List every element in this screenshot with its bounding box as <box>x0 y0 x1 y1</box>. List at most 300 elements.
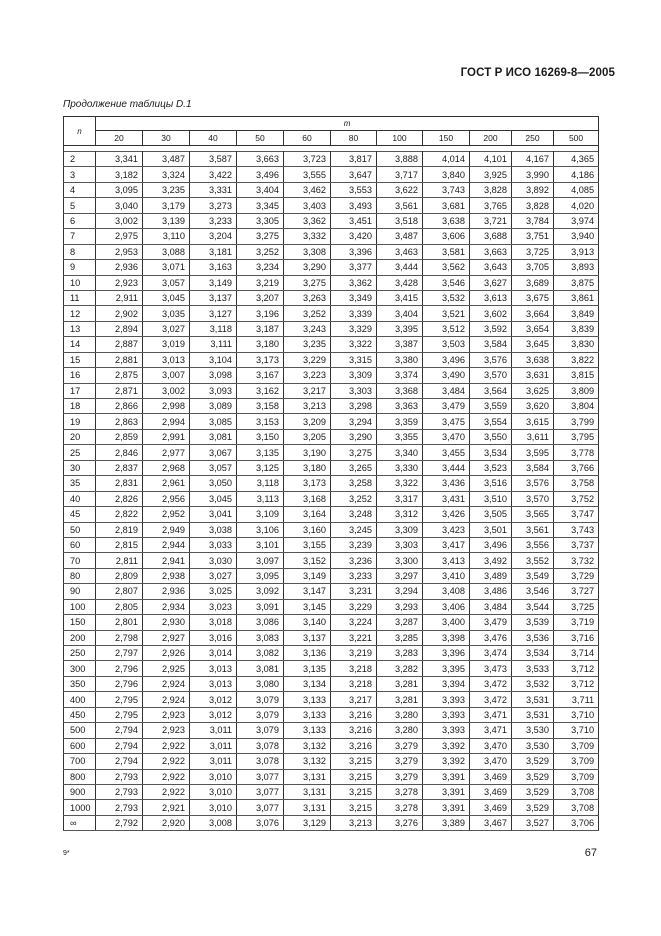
value-cell: 2,936 <box>143 584 190 599</box>
value-cell: 3,492 <box>470 553 512 568</box>
value-cell: 3,016 <box>190 630 237 645</box>
value-cell: 2,881 <box>96 352 143 367</box>
row-n-cell: 14 <box>64 337 96 352</box>
value-cell: 3,308 <box>284 244 331 259</box>
value-cell: 2,815 <box>96 537 143 552</box>
value-cell: 3,234 <box>237 260 284 275</box>
value-cell: 3,758 <box>554 476 599 491</box>
value-cell: 3,339 <box>331 306 377 321</box>
value-cell: 3,404 <box>237 182 284 197</box>
value-cell: 3,723 <box>284 152 331 167</box>
value-cell: 3,552 <box>512 553 554 568</box>
value-cell: 3,285 <box>377 630 423 645</box>
value-cell: 4,365 <box>554 152 599 167</box>
value-cell: 3,149 <box>190 275 237 290</box>
value-cell: 3,181 <box>190 244 237 259</box>
value-cell: 3,527 <box>512 815 554 830</box>
value-cell: 3,395 <box>423 661 470 676</box>
value-cell: 3,576 <box>512 476 554 491</box>
value-cell: 3,663 <box>470 244 512 259</box>
value-cell: 3,595 <box>512 445 554 460</box>
value-cell: 3,145 <box>284 599 331 614</box>
value-cell: 3,561 <box>377 198 423 213</box>
row-n-cell: 350 <box>64 676 96 691</box>
value-cell: 3,393 <box>423 707 470 722</box>
value-cell: 3,033 <box>190 537 237 552</box>
table-row <box>64 213 599 228</box>
value-cell: 3,544 <box>512 599 554 614</box>
value-cell: 3,089 <box>190 399 237 414</box>
value-cell: 3,638 <box>423 213 470 228</box>
value-cell: 3,149 <box>284 568 331 583</box>
value-cell: 3,396 <box>331 244 377 259</box>
value-cell: 3,287 <box>377 615 423 630</box>
value-cell: 3,717 <box>377 167 423 182</box>
value-cell: 3,729 <box>554 568 599 583</box>
value-cell: 3,561 <box>512 522 554 537</box>
value-cell: 2,961 <box>143 476 190 491</box>
value-cell: 3,815 <box>554 368 599 383</box>
value-cell: 3,710 <box>554 723 599 738</box>
row-n-cell: 70 <box>64 553 96 568</box>
value-cell: 3,233 <box>331 568 377 583</box>
value-cell: 3,533 <box>512 661 554 676</box>
value-cell: 3,305 <box>237 213 284 228</box>
value-cell: 3,330 <box>377 460 423 475</box>
value-cell: 3,556 <box>512 537 554 552</box>
value-cell: 3,389 <box>423 815 470 830</box>
value-cell: 3,839 <box>554 321 599 336</box>
value-cell: 3,559 <box>470 399 512 414</box>
column-header-row <box>64 130 599 145</box>
value-cell: 3,554 <box>470 414 512 429</box>
value-cell: 3,077 <box>237 800 284 815</box>
table-row <box>64 337 599 352</box>
value-cell: 3,134 <box>284 676 331 691</box>
value-cell: 4,085 <box>554 182 599 197</box>
value-cell: 3,340 <box>377 445 423 460</box>
value-cell: 3,204 <box>190 229 237 244</box>
value-cell: 4,167 <box>512 152 554 167</box>
value-cell: 3,088 <box>143 244 190 259</box>
value-cell: 3,007 <box>143 368 190 383</box>
value-cell: 3,521 <box>423 306 470 321</box>
value-cell: 3,663 <box>237 152 284 167</box>
table-row <box>64 290 599 305</box>
value-cell: 3,913 <box>554 244 599 259</box>
value-cell: 3,133 <box>284 723 331 738</box>
value-cell: 3,092 <box>237 584 284 599</box>
table-row <box>64 321 599 336</box>
column-group-header: m <box>96 117 599 131</box>
value-cell: 3,265 <box>331 460 377 475</box>
value-cell: 3,570 <box>512 491 554 506</box>
value-cell: 3,129 <box>284 815 331 830</box>
value-cell: 3,555 <box>284 167 331 182</box>
value-cell: 3,423 <box>423 522 470 537</box>
value-cell: 3,164 <box>284 507 331 522</box>
row-n-cell: 300 <box>64 661 96 676</box>
value-cell: 2,793 <box>96 784 143 799</box>
row-n-cell: 7 <box>64 229 96 244</box>
table-row <box>64 676 599 691</box>
value-cell: 3,133 <box>284 707 331 722</box>
value-cell: 2,807 <box>96 584 143 599</box>
column-header: 40 <box>190 130 237 145</box>
value-cell: 2,887 <box>96 337 143 352</box>
value-cell: 3,451 <box>331 213 377 228</box>
value-cell: 3,125 <box>237 460 284 475</box>
value-cell: 2,968 <box>143 460 190 475</box>
value-cell: 3,045 <box>143 290 190 305</box>
value-cell: 3,716 <box>554 630 599 645</box>
value-cell: 3,085 <box>190 414 237 429</box>
value-cell: 3,925 <box>470 167 512 182</box>
value-cell: 3,245 <box>331 522 377 537</box>
value-cell: 2,809 <box>96 568 143 583</box>
row-n-cell: 25 <box>64 445 96 460</box>
value-cell: 3,153 <box>237 414 284 429</box>
row-n-cell: 35 <box>64 476 96 491</box>
value-cell: 3,097 <box>237 553 284 568</box>
value-cell: 3,861 <box>554 290 599 305</box>
value-cell: 3,420 <box>331 229 377 244</box>
value-cell: 2,924 <box>143 676 190 691</box>
value-cell: 3,576 <box>470 352 512 367</box>
value-cell: 3,010 <box>190 769 237 784</box>
value-cell: 3,279 <box>377 754 423 769</box>
value-cell: 3,377 <box>331 260 377 275</box>
value-cell: 3,131 <box>284 784 331 799</box>
value-cell: 3,592 <box>470 321 512 336</box>
value-cell: 3,219 <box>331 646 377 661</box>
value-cell: 3,484 <box>423 383 470 398</box>
value-cell: 3,309 <box>331 368 377 383</box>
value-cell: 3,489 <box>470 568 512 583</box>
value-cell: 2,941 <box>143 553 190 568</box>
table-row <box>64 646 599 661</box>
value-cell: 3,076 <box>237 815 284 830</box>
value-cell: 2,991 <box>143 429 190 444</box>
value-cell: 3,602 <box>470 306 512 321</box>
value-cell: 3,131 <box>284 800 331 815</box>
value-cell: 3,766 <box>554 460 599 475</box>
value-cell: 3,809 <box>554 383 599 398</box>
value-cell: 3,654 <box>512 321 554 336</box>
row-n-cell: 200 <box>64 630 96 645</box>
value-cell: 2,796 <box>96 661 143 676</box>
row-n-cell: 4 <box>64 182 96 197</box>
value-cell: 3,553 <box>331 182 377 197</box>
value-cell: 3,248 <box>331 507 377 522</box>
value-cell: 3,413 <box>423 553 470 568</box>
value-cell: 3,106 <box>237 522 284 537</box>
value-cell: 3,606 <box>423 229 470 244</box>
value-cell: 3,027 <box>190 568 237 583</box>
value-cell: 3,155 <box>284 537 331 552</box>
value-cell: 3,133 <box>284 692 331 707</box>
value-cell: 2,794 <box>96 754 143 769</box>
column-header: 20 <box>96 130 143 145</box>
column-header: 150 <box>423 130 470 145</box>
value-cell: 3,362 <box>331 275 377 290</box>
value-cell: 3,083 <box>237 630 284 645</box>
value-cell: 3,077 <box>237 769 284 784</box>
value-cell: 3,041 <box>190 507 237 522</box>
value-cell: 3,152 <box>284 553 331 568</box>
column-header: 50 <box>237 130 284 145</box>
value-cell: 3,057 <box>143 275 190 290</box>
value-cell: 3,417 <box>423 537 470 552</box>
row-n-cell: 11 <box>64 290 96 305</box>
value-cell: 2,795 <box>96 692 143 707</box>
value-cell: 3,475 <box>423 414 470 429</box>
value-cell: 3,472 <box>470 676 512 691</box>
value-cell: 3,470 <box>470 738 512 753</box>
value-cell: 3,564 <box>470 383 512 398</box>
value-cell: 3,539 <box>512 615 554 630</box>
value-cell: 2,794 <box>96 738 143 753</box>
row-n-cell: 500 <box>64 723 96 738</box>
value-cell: 3,050 <box>190 476 237 491</box>
footnote-mark: 9* <box>63 850 70 857</box>
value-cell: 3,101 <box>237 537 284 552</box>
value-cell: 3,387 <box>377 337 423 352</box>
value-cell: 3,071 <box>143 260 190 275</box>
table-row <box>64 445 599 460</box>
value-cell: 3,127 <box>190 306 237 321</box>
value-cell: 3,179 <box>143 198 190 213</box>
value-cell: 3,974 <box>554 213 599 228</box>
value-cell: 3,322 <box>377 476 423 491</box>
value-cell: 3,374 <box>377 368 423 383</box>
values-table <box>63 116 599 831</box>
value-cell: 3,298 <box>331 399 377 414</box>
value-cell: 3,613 <box>470 290 512 305</box>
row-n-cell: 800 <box>64 769 96 784</box>
table-row <box>64 229 599 244</box>
value-cell: 3,638 <box>512 352 554 367</box>
value-cell: 4,020 <box>554 198 599 213</box>
value-cell: 3,303 <box>377 537 423 552</box>
value-cell: 3,546 <box>423 275 470 290</box>
value-cell: 3,470 <box>470 754 512 769</box>
value-cell: 3,002 <box>143 383 190 398</box>
value-cell: 3,158 <box>237 399 284 414</box>
value-cell: 3,332 <box>284 229 331 244</box>
value-cell: 3,275 <box>237 229 284 244</box>
value-cell: 3,113 <box>237 491 284 506</box>
row-n-cell: 10 <box>64 275 96 290</box>
value-cell: 3,368 <box>377 383 423 398</box>
value-cell: 3,224 <box>331 615 377 630</box>
value-cell: 3,013 <box>190 661 237 676</box>
table-row <box>64 630 599 645</box>
value-cell: 3,187 <box>237 321 284 336</box>
value-cell: 3,162 <box>237 383 284 398</box>
value-cell: 3,747 <box>554 507 599 522</box>
value-cell: 2,837 <box>96 460 143 475</box>
value-cell: 3,710 <box>554 707 599 722</box>
row-label-header: n <box>64 117 96 146</box>
value-cell: 3,709 <box>554 769 599 784</box>
value-cell: 3,455 <box>423 445 470 460</box>
value-cell: 3,400 <box>423 615 470 630</box>
value-cell: 3,404 <box>377 306 423 321</box>
value-cell: 3,643 <box>470 260 512 275</box>
value-cell: 3,725 <box>554 599 599 614</box>
value-cell: 3,078 <box>237 738 284 753</box>
value-cell: 3,410 <box>423 568 470 583</box>
value-cell: 3,631 <box>512 368 554 383</box>
value-cell: 3,689 <box>512 275 554 290</box>
value-cell: 3,205 <box>284 429 331 444</box>
row-n-cell: 45 <box>64 507 96 522</box>
table-row <box>64 707 599 722</box>
value-cell: 3,408 <box>423 584 470 599</box>
value-cell: 3,472 <box>470 692 512 707</box>
value-cell: 3,484 <box>470 599 512 614</box>
value-cell: 3,422 <box>190 167 237 182</box>
value-cell: 3,546 <box>512 584 554 599</box>
value-cell: 3,217 <box>331 692 377 707</box>
value-cell: 3,804 <box>554 399 599 414</box>
value-cell: 3,093 <box>190 383 237 398</box>
value-cell: 3,324 <box>143 167 190 182</box>
table-row <box>64 198 599 213</box>
value-cell: 3,345 <box>237 198 284 213</box>
row-n-cell: 3 <box>64 167 96 182</box>
value-cell: 2,923 <box>96 275 143 290</box>
value-cell: 3,732 <box>554 553 599 568</box>
value-cell: 3,529 <box>512 800 554 815</box>
value-cell: 3,550 <box>470 429 512 444</box>
value-cell: 3,395 <box>377 321 423 336</box>
value-cell: 3,830 <box>554 337 599 352</box>
value-cell: 2,923 <box>143 707 190 722</box>
value-cell: 3,532 <box>423 290 470 305</box>
value-cell: 3,216 <box>331 707 377 722</box>
value-cell: 3,496 <box>237 167 284 182</box>
value-cell: 3,469 <box>470 784 512 799</box>
row-n-cell: 60 <box>64 537 96 552</box>
value-cell: 2,871 <box>96 383 143 398</box>
table-row <box>64 815 599 830</box>
value-cell: 3,476 <box>470 630 512 645</box>
value-cell: 3,173 <box>237 352 284 367</box>
column-header: 200 <box>470 130 512 145</box>
value-cell: 3,010 <box>190 784 237 799</box>
value-cell: 3,531 <box>512 692 554 707</box>
value-cell: 3,182 <box>96 167 143 182</box>
table-row <box>64 661 599 676</box>
value-cell: 3,040 <box>96 198 143 213</box>
value-cell: 3,215 <box>331 754 377 769</box>
value-cell: 3,218 <box>331 661 377 676</box>
value-cell: 3,279 <box>377 738 423 753</box>
value-cell: 3,393 <box>423 723 470 738</box>
value-cell: 3,118 <box>237 476 284 491</box>
value-cell: 3,180 <box>284 460 331 475</box>
value-cell: 3,479 <box>423 399 470 414</box>
row-n-cell: 40 <box>64 491 96 506</box>
value-cell: 3,011 <box>190 754 237 769</box>
value-cell: 3,444 <box>423 460 470 475</box>
value-cell: 3,025 <box>190 584 237 599</box>
value-cell: 3,534 <box>470 445 512 460</box>
value-cell: 3,473 <box>470 661 512 676</box>
value-cell: 3,111 <box>190 337 237 352</box>
value-cell: 3,131 <box>284 769 331 784</box>
row-n-cell: 5 <box>64 198 96 213</box>
value-cell: 3,011 <box>190 738 237 753</box>
value-cell: 3,510 <box>470 491 512 506</box>
value-cell: 3,518 <box>377 213 423 228</box>
value-cell: 3,531 <box>512 707 554 722</box>
value-cell: 3,398 <box>423 630 470 645</box>
value-cell: 3,840 <box>423 167 470 182</box>
value-cell: 3,611 <box>512 429 554 444</box>
value-cell: 3,180 <box>237 337 284 352</box>
value-cell: 2,801 <box>96 615 143 630</box>
value-cell: 3,263 <box>284 290 331 305</box>
value-cell: 3,135 <box>237 445 284 460</box>
value-cell: 3,778 <box>554 445 599 460</box>
value-cell: 3,706 <box>554 815 599 830</box>
value-cell: 3,283 <box>377 646 423 661</box>
table-caption: Продолжение таблицы D.1 <box>63 99 192 110</box>
value-cell: 3,252 <box>284 306 331 321</box>
value-cell: 3,002 <box>96 213 143 228</box>
value-cell: 3,207 <box>237 290 284 305</box>
value-cell: 2,920 <box>143 815 190 830</box>
value-cell: 3,719 <box>554 615 599 630</box>
value-cell: 3,118 <box>190 321 237 336</box>
value-cell: 3,940 <box>554 229 599 244</box>
value-cell: 3,627 <box>470 275 512 290</box>
value-cell: 2,977 <box>143 445 190 460</box>
row-n-cell: 150 <box>64 615 96 630</box>
value-cell: 3,436 <box>423 476 470 491</box>
table-row <box>64 275 599 290</box>
value-cell: 3,822 <box>554 352 599 367</box>
value-cell: 3,218 <box>331 676 377 691</box>
column-header: 100 <box>377 130 423 145</box>
value-cell: 3,565 <box>512 507 554 522</box>
value-cell: 3,190 <box>284 445 331 460</box>
row-n-cell: 13 <box>64 321 96 336</box>
value-cell: 2,944 <box>143 537 190 552</box>
value-cell: 3,625 <box>512 383 554 398</box>
table-row <box>64 306 599 321</box>
value-cell: 3,294 <box>331 414 377 429</box>
value-cell: 3,362 <box>284 213 331 228</box>
row-n-cell: 250 <box>64 646 96 661</box>
value-cell: 3,396 <box>423 646 470 661</box>
value-cell: 3,795 <box>554 429 599 444</box>
value-cell: 3,620 <box>512 399 554 414</box>
value-cell: 3,875 <box>554 275 599 290</box>
column-header: 60 <box>284 130 331 145</box>
value-cell: 3,104 <box>190 352 237 367</box>
column-header: 500 <box>554 130 599 145</box>
value-cell: 3,027 <box>143 321 190 336</box>
value-cell: 3,317 <box>377 491 423 506</box>
value-cell: 3,341 <box>96 152 143 167</box>
value-cell: 3,078 <box>237 754 284 769</box>
row-n-cell: 8 <box>64 244 96 259</box>
value-cell: 3,281 <box>377 676 423 691</box>
